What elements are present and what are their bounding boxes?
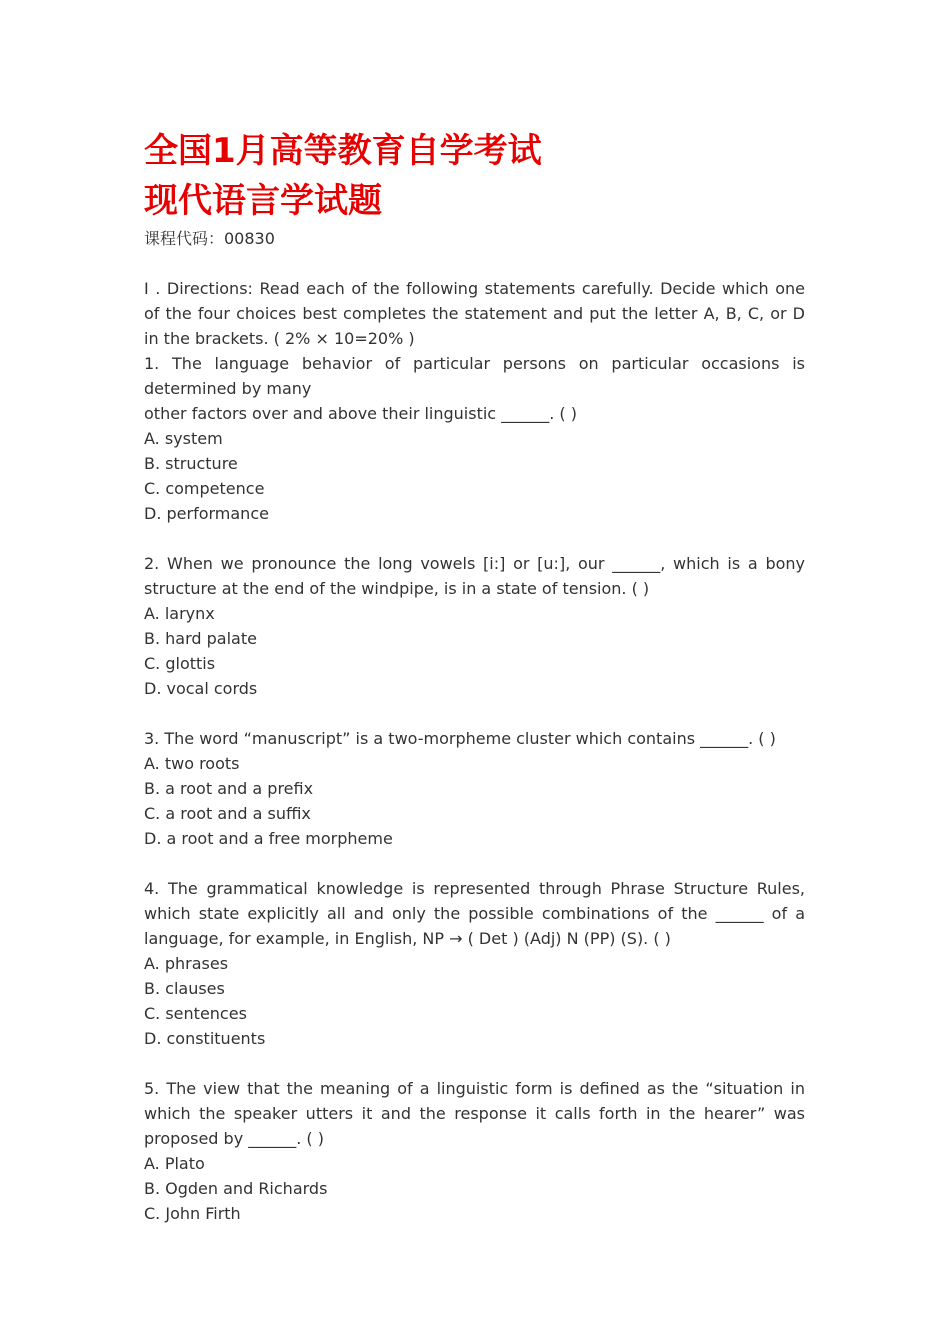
option-c: C. sentences <box>144 1004 247 1023</box>
question-4 <box>144 876 805 1051</box>
option-c: C. glottis <box>144 654 216 673</box>
question-stem-continued: other factors over and above their linguistic ______. ( ) <box>144 404 577 423</box>
course-code: 课程代码：00830 <box>144 229 275 248</box>
question-stem: 2. When we pronounce the long vowels [i:] or [u:], our ______, which is a bony structure at the end of the windpipe, is in a state of tension. ( ) <box>144 554 805 598</box>
question-3 <box>144 726 805 851</box>
option-c: C. a root and a suffix <box>144 804 311 823</box>
option-c: C. John Firth <box>144 1204 241 1223</box>
question-5 <box>144 1076 805 1226</box>
question-stem: 5. The view that the meaning of a linguistic form is defined as the “situation in which the speaker utters it and the response it calls forth in the hearer” was proposed by ______. ( ) <box>144 1079 805 1148</box>
option-a: A. two roots <box>144 754 240 773</box>
spacer <box>144 1051 805 1076</box>
option-a: A. phrases <box>144 954 229 973</box>
option-b: B. clauses <box>144 979 225 998</box>
option-b: B. hard palate <box>144 629 257 648</box>
option-d: D. performance <box>144 504 269 523</box>
option-d: D. constituents <box>144 1029 266 1048</box>
option-a: A. system <box>144 429 223 448</box>
question-1 <box>144 351 805 526</box>
option-b: B. structure <box>144 454 238 473</box>
question-stem: 4. The grammatical knowledge is represented through Phrase Structure Rules, which state explicitly all and only the possible combinations of the ______ of a language, for example, in English, NP → ( Det ) (Adj) N (PP) (S). ( ) <box>144 879 805 948</box>
question-stem: 3. The word “manuscript” is a two-morpheme cluster which contains ______. ( ) <box>144 729 776 748</box>
option-d: D. vocal cords <box>144 679 258 698</box>
option-b: B. Ogden and Richards <box>144 1179 328 1198</box>
exam-title: 全国1月高等教育自学考试 <box>144 131 542 171</box>
option-a: A. larynx <box>144 604 215 623</box>
spacer <box>144 851 805 876</box>
exam-subtitle: 现代语言学试题 <box>144 181 382 221</box>
spacer <box>144 701 805 726</box>
spacer <box>144 526 805 551</box>
option-a: A. Plato <box>144 1154 205 1173</box>
option-c: C. competence <box>144 479 265 498</box>
option-b: B. a root and a prefix <box>144 779 314 798</box>
question-stem: 1. The language behavior of particular persons on particular occasions is determined by many <box>144 354 805 398</box>
question-2 <box>144 551 805 701</box>
directions-text: I . Directions: Read each of the following statements carefully. Decide which one of the four choices best completes the statement and put the letter A, B, C, or D in the brackets. ( 2% × 10=20% ) <box>144 279 805 348</box>
option-d: D. a root and a free morpheme <box>144 829 393 848</box>
exam-page <box>144 126 805 1226</box>
